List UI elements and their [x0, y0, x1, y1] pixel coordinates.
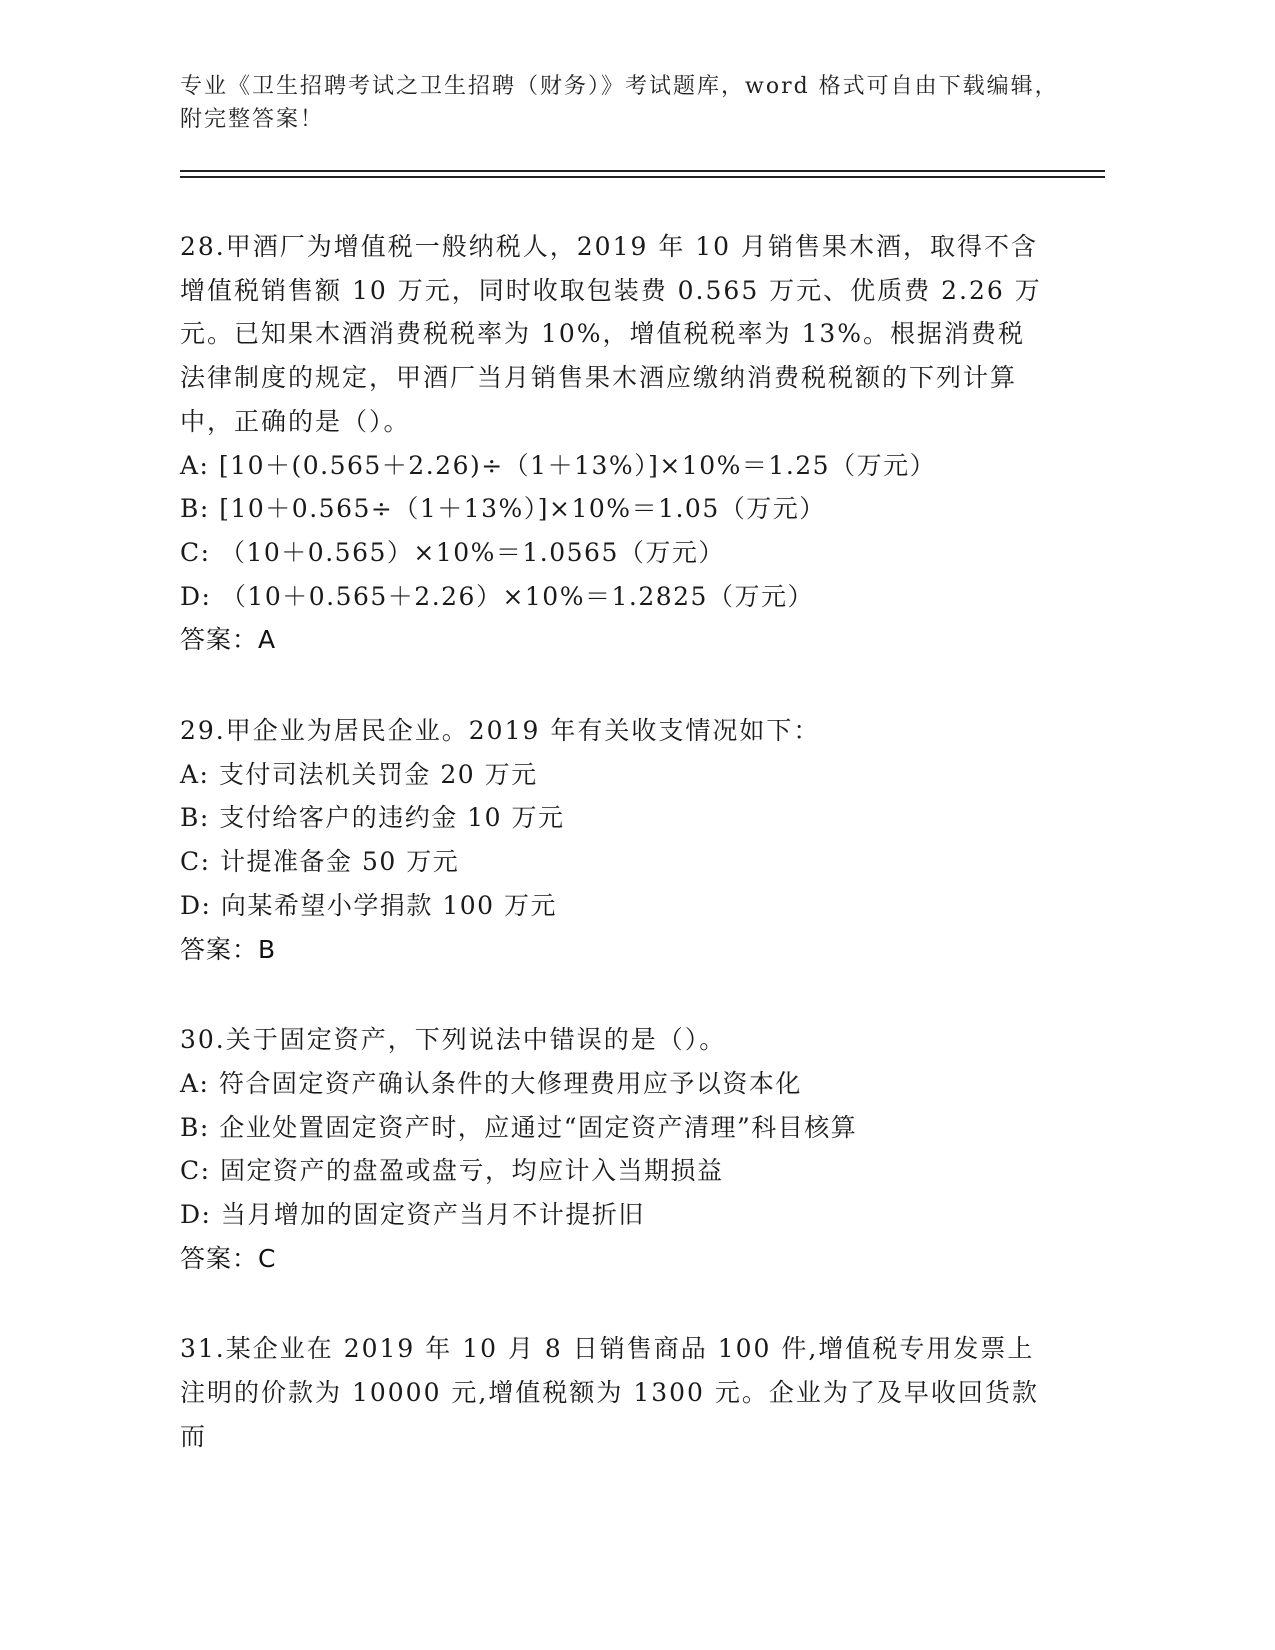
option-c: C: 固定资产的盘盈或盘亏，均应计入当期损益 [180, 1156, 724, 1186]
option-a: A: 符合固定资产确认条件的大修理费用应予以资本化 [180, 1068, 802, 1098]
answer-line: 答案：C [180, 1243, 277, 1273]
option-a: A: 支付司法机关罚金 20 万元 [180, 759, 538, 789]
question-31 [180, 1327, 1050, 1458]
question-stem: 31.某企业在 2019 年 10 月 8 日销售商品 100 件,增值税专用发票上注明的价款为 10000 元,增值税额为 1300 元。企业为了及早收回货款而 [180, 1334, 1039, 1451]
option-a: A: [10＋(0.565＋2.26)÷（1＋13%）]×10%＝1.25（万元） [180, 450, 937, 480]
header-rule-top [180, 170, 1105, 172]
question-list [180, 225, 1050, 1506]
answer-line: 答案：B [180, 934, 277, 964]
option-d: D: 向某希望小学捐款 100 万元 [180, 890, 558, 920]
question-stem: 30.关于固定资产，下列说法中错误的是（）。 [180, 1025, 727, 1055]
option-d: D: 当月增加的固定资产当月不计提折旧 [180, 1200, 645, 1230]
option-b: B: [10＋0.565÷（1＋13%）]×10%＝1.05（万元） [180, 494, 826, 524]
option-b: B: 支付给客户的违约金 10 万元 [180, 803, 565, 833]
option-d: D: （10＋0.565＋2.26）×10%＝1.2825（万元） [180, 581, 814, 611]
option-b: B: 企业处置固定资产时，应通过“固定资产清理”科目核算 [180, 1112, 858, 1142]
question-stem: 29.甲企业为居民企业。2019 年有关收支情况如下： [180, 716, 821, 746]
document-header: 专业《卫生招聘考试之卫生招聘（财务）》考试题库，word 格式可自由下载编辑，附完整答案！ [180, 74, 1059, 132]
answer-line: 答案：A [180, 625, 277, 655]
header-rule-bottom [180, 176, 1105, 178]
question-28 [180, 225, 1050, 662]
question-29 [180, 709, 1050, 971]
option-c: C: （10＋0.565）×10%＝1.0565（万元） [180, 537, 725, 567]
question-30 [180, 1018, 1050, 1280]
question-stem: 28.甲酒厂为增值税一般纳税人，2019 年 10 月销售果木酒，取得不含增值税销售额 10 万元，同时收取包装费 0.565 万元、优质费 2.26 万元。已知果木酒消费税税率为 10%，增值税税率为 13%。根据消费税法律制度的规定，甲酒厂当月销售果木酒应缴纳消费税税额的下列计算中，正确的是（）。 [180, 232, 1042, 436]
option-c: C: 计提准备金 50 万元 [180, 847, 460, 877]
